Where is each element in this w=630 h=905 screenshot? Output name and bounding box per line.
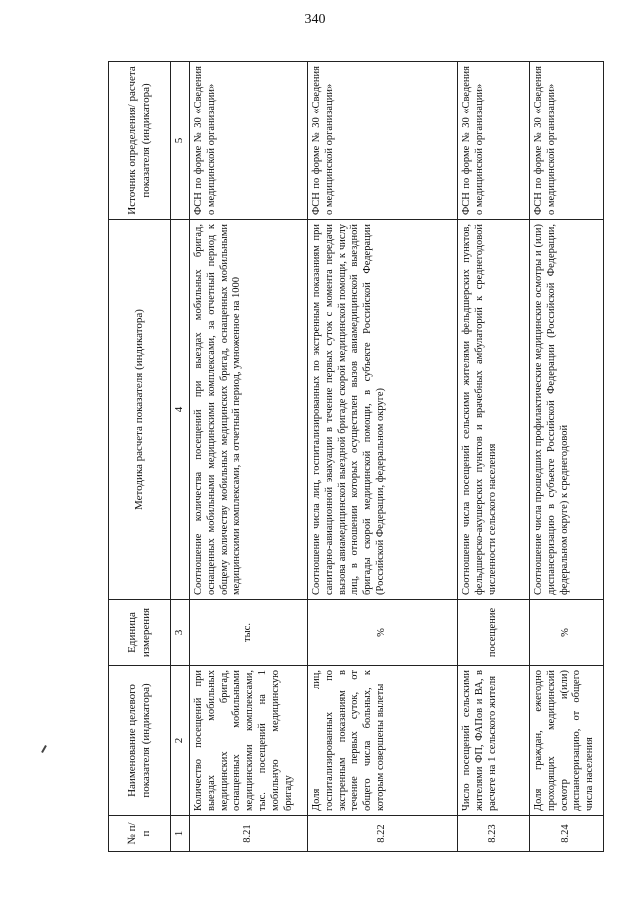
row-number: 8.24 <box>530 816 604 852</box>
indicator-method: Соотношение количества посещений при выездах мобильных бригад, оснащенных мобильными медицинскими комплексами, за отчетный период к общему количеству мобильных медицинских бригад, оснащенных мобильными медицинскими комплексами, за отчетный период, умноженное на 1000 <box>190 220 308 600</box>
header-unit: Единица измерения <box>109 600 171 666</box>
indicator-unit: тыс. <box>190 600 308 666</box>
indicator-unit: % <box>308 600 458 666</box>
indicator-name: Число посещений сельскими жителями ФП, ФАПов и ВА, в расчете на 1 сельского жителя <box>458 666 530 816</box>
page-number: 340 <box>304 12 326 27</box>
column-number: 2 <box>171 666 190 816</box>
rotated-table-frame <box>108 62 603 852</box>
column-number: 5 <box>171 62 190 220</box>
header-source: Источник определения/ расчета показателя (индикатора) <box>109 62 171 220</box>
header-number: № п/п <box>109 816 171 852</box>
indicator-source: ФСН по форме № 30 «Сведения о медицинской организации» <box>530 62 604 220</box>
indicator-unit: посещение <box>458 600 530 666</box>
indicator-table <box>108 61 604 852</box>
indicator-name: Доля граждан, ежегодно проходящих медицинский осмотр и(или) диспансеризацию, от общего числа населения <box>530 666 604 816</box>
indicator-method: Соотношение числа посещений сельскими жителями фельдшерских пунктов, фельдшерско-акушерских пунктов и врачебных амбулаторий к среднегодовой численности сельского населения <box>458 220 530 600</box>
row-number: 8.22 <box>308 816 458 852</box>
table-row <box>190 62 308 852</box>
header-method: Методика расчета показателя (индикатора) <box>109 220 171 600</box>
indicator-source: ФСН по форме № 30 «Сведения о медицинской организации» <box>190 62 308 220</box>
header-indicator-name: Наименование целевого показателя (индикатора) <box>109 666 171 816</box>
indicator-method: Соотношение числа лиц, госпитализированных по экстренным показаниям при санитарно-авиационной эвакуации в течение первых суток с момента передачи вызова авиамедицинской выездной бригаде скорой медицинской помощи, к числу лиц, в отношении которых осуществлен вызов авиамедицинской выездной бригады скорой медицинской помощи, в субъекте Российской Федерации (Российской Федерации, федеральном округе) <box>308 220 458 600</box>
indicator-source: ФСН по форме № 30 «Сведения о медицинской организации» <box>458 62 530 220</box>
indicator-unit: % <box>530 600 604 666</box>
header-row <box>109 62 171 852</box>
indicator-method: Соотношение числа прошедших профилактические медицинские осмотры и (или) диспансеризацию в субъекте Российской Федерации (Российской Федерации, федеральном округе) к среднегодовой <box>530 220 604 600</box>
stray-mark <box>41 745 47 753</box>
indicator-name: Количество посещений при выездах мобильных медицинских бригад, оснащенных мобильными медицинскими комплексами, тыс. посещений на 1 мобильную медицинскую бригаду <box>190 666 308 816</box>
column-number: 3 <box>171 600 190 666</box>
table-row <box>458 62 530 852</box>
column-number: 4 <box>171 220 190 600</box>
row-number: 8.23 <box>458 816 530 852</box>
indicator-name: Доля лиц, госпитализированных по экстренным показаниям в течение первых суток, от общего числа больных, к которым совершены вылеты <box>308 666 458 816</box>
landscape-page <box>108 62 603 852</box>
column-number-row <box>171 62 190 852</box>
column-number: 1 <box>171 816 190 852</box>
table-row <box>308 62 458 852</box>
indicator-source: ФСН по форме № 30 «Сведения о медицинской организации» <box>308 62 458 220</box>
table-row <box>530 62 604 852</box>
row-number: 8.21 <box>190 816 308 852</box>
